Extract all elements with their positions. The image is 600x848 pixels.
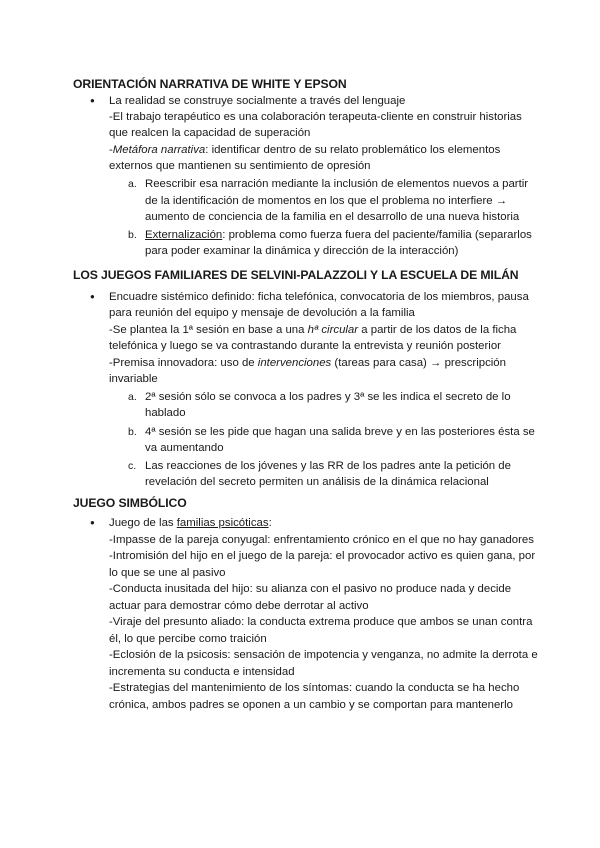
bullet-text: para reunión del equipo y mensaje de devolución a la familia <box>109 307 415 319</box>
paragraph-line: -Impasse de la pareja conyugal: enfrentamiento crónico en el que no hay ganadores <box>109 534 534 546</box>
paragraph-line: él, lo que percibe como traición <box>109 633 267 645</box>
paragraph-line: -Metáfora narrativa: identificar dentro de su relato problemático los elementos <box>109 144 501 156</box>
paragraph-line: -El trabajo terapéutico es una colaboración terapeuta-cliente en construir historias <box>109 111 522 123</box>
bullet-text: Encuadre sistémico definido: ficha telefónica, convocatoria de los miembros, pausa <box>109 291 529 303</box>
underlined-term: familias psicóticas <box>176 517 269 529</box>
bullet-text: La realidad se construye socialmente a través del lenguaje <box>109 95 406 107</box>
paragraph-line: -Viraje del presunto aliado: la conducta extrema produce que ambos se unan contra <box>109 616 533 628</box>
paragraph-line: crónica, ambos padres se oponen a un cambio y se comportan para mantenerlo <box>109 699 513 711</box>
paragraph-line: -Premisa innovadora: uso de intervenciones (tareas para casa) → prescripción <box>109 357 506 369</box>
paragraph-line: invariable <box>109 373 158 385</box>
list-item-line: de la identificación de momentos en los que el problema no interfiere → <box>145 195 508 207</box>
emphasis-term: hª circular <box>307 324 359 336</box>
bullet-dot: ● <box>90 518 95 527</box>
list-item-line: para poder examinar la dinámica y dirección de la interacción) <box>145 245 459 257</box>
emphasis-term: Metáfora narrativa <box>112 144 206 156</box>
list-item-line: aumento de conciencia de la familia en el desarrollo de una nueva historia <box>145 211 520 223</box>
list-item-line: 2ª sesión sólo se convoca a los padres y 3ª se les indica el secreto de lo <box>145 391 511 403</box>
heading-symbolic-game: JUEGO SIMBÓLICO <box>73 496 187 510</box>
list-item-line: revelación del secreto permiten un análisis de la dinámica relacional <box>145 476 489 488</box>
heading-narrative-orientation: ORIENTACIÓN NARRATIVA DE WHITE Y EPSON <box>73 77 347 91</box>
paragraph-line: que realcen la capacidad de superación <box>109 127 311 139</box>
list-marker: a. <box>128 391 137 403</box>
paragraph-line: telefónica y luego se va contrastando durante la entrevista y reunión posterior <box>109 340 501 352</box>
bullet-dot: ● <box>90 292 95 301</box>
list-item-line: va aumentando <box>145 442 224 454</box>
paragraph-line: -Eclosión de la psicosis: sensación de impotencia y venganza, no admite la derrota e <box>109 649 538 661</box>
paragraph-line: -Conducta inusitada del hijo: su alianza con el pasivo no produce nada y decide <box>109 583 512 595</box>
underlined-term: Externalización <box>145 229 223 241</box>
list-item-line: 4ª sesión se les pide que hagan una salida breve y en las posteriores ésta se <box>145 426 535 438</box>
paragraph-line: -Se plantea la 1ª sesión en base a una hª circular a partir de los datos de la ficha <box>109 324 517 336</box>
list-marker: b. <box>128 426 137 438</box>
paragraph-line: -Estrategias del mantenimiento de los síntomas: cuando la conducta se ha hecho <box>109 682 520 694</box>
list-item-line: hablado <box>145 407 186 419</box>
paragraph-line: lo que se une al pasivo <box>109 567 226 579</box>
list-item-line: Las reacciones de los jóvenes y las RR de los padres ante la petición de <box>145 460 511 472</box>
paragraph-line: actuar para demostrar cómo debe derrotar al activo <box>109 600 369 612</box>
paragraph-line: externos que mantienen su sentimiento de opresión <box>109 160 371 172</box>
list-marker: b. <box>128 229 137 241</box>
heading-milan-school: LOS JUEGOS FAMILIARES DE SELVINI-PALAZZOLI Y LA ESCUELA DE MILÁN <box>73 268 519 282</box>
bullet-dot: ● <box>90 96 95 105</box>
list-marker: a. <box>128 178 137 190</box>
paragraph-line: -Intromisión del hijo en el juego de la pareja: el provocador activo es quien gana, por <box>109 550 536 562</box>
bullet-text: Juego de las familias psicóticas: <box>109 517 272 529</box>
emphasis-term: intervenciones <box>257 357 332 369</box>
paragraph-line: incrementa su conducta e intensidad <box>109 666 295 678</box>
list-item-line: Reescribir esa narración mediante la inclusión de elementos nuevos a partir <box>145 178 529 190</box>
list-item-line: Externalización: problema como fuerza fuera del paciente/familia (separarlos <box>145 229 532 241</box>
list-marker: c. <box>128 460 137 472</box>
